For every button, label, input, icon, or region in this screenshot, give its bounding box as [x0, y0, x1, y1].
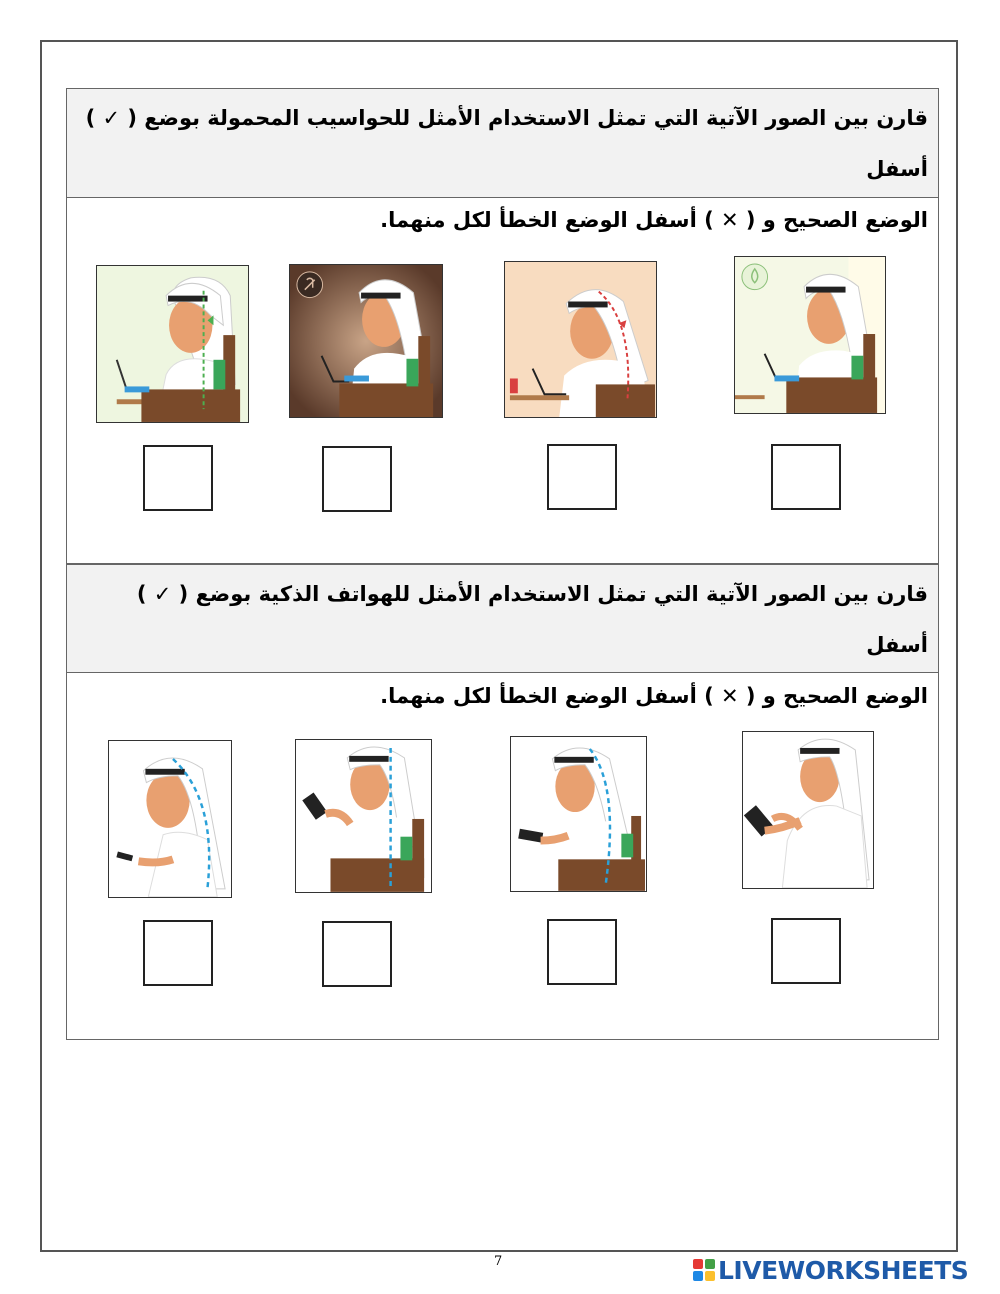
- instruction-line-1: قارن بين الصور الآتية التي تمثل الاستخدام الأمثل للهواتف الذكية بوضع ( ✓ ) أسفل: [136, 582, 928, 657]
- answer-box-phone-4[interactable]: [771, 918, 841, 984]
- laptop-dark-room-icon: [289, 264, 443, 418]
- instruction-header: [67, 565, 938, 708]
- liveworksheets-logo: [693, 1256, 968, 1284]
- phone-low-seated-icon: [510, 736, 647, 892]
- phone-eye-level-seated-icon: [295, 739, 432, 893]
- laptop-straight-back-icon: [96, 265, 249, 423]
- laptop-correct-posture-icon: [734, 256, 886, 414]
- instruction-line-2: الوضع الصحيح و ( ✕ ) أسفل الوضع الخطأ لكل منهما.: [380, 208, 928, 232]
- answer-box-phone-3[interactable]: [547, 919, 617, 985]
- answer-box-laptop-3[interactable]: [547, 444, 617, 510]
- answer-box-phone-1[interactable]: [143, 920, 213, 986]
- instruction-line-2: الوضع الصحيح و ( ✕ ) أسفل الوضع الخطأ لكل منهما.: [380, 684, 928, 708]
- answer-box-phone-2[interactable]: [322, 921, 392, 987]
- answer-box-laptop-2[interactable]: [322, 446, 392, 512]
- instruction-line-1: قارن بين الصور الآتية التي تمثل الاستخدام الأمثل للحواسيب المحمولة بوضع ( ✓ ) أسفل: [85, 106, 928, 181]
- brand-name: LIVEWORKSHEETS: [718, 1255, 969, 1285]
- brand-grid-icon: [693, 1259, 715, 1281]
- laptop-hunched-back-icon: [504, 261, 657, 418]
- instruction-header: [67, 89, 938, 232]
- page-number: 7: [494, 1254, 503, 1269]
- phone-head-down-icon: [108, 740, 232, 898]
- phone-eye-level-standing-icon: [742, 731, 874, 889]
- answer-box-laptop-4[interactable]: [771, 444, 841, 510]
- answer-box-laptop-1[interactable]: [143, 445, 213, 511]
